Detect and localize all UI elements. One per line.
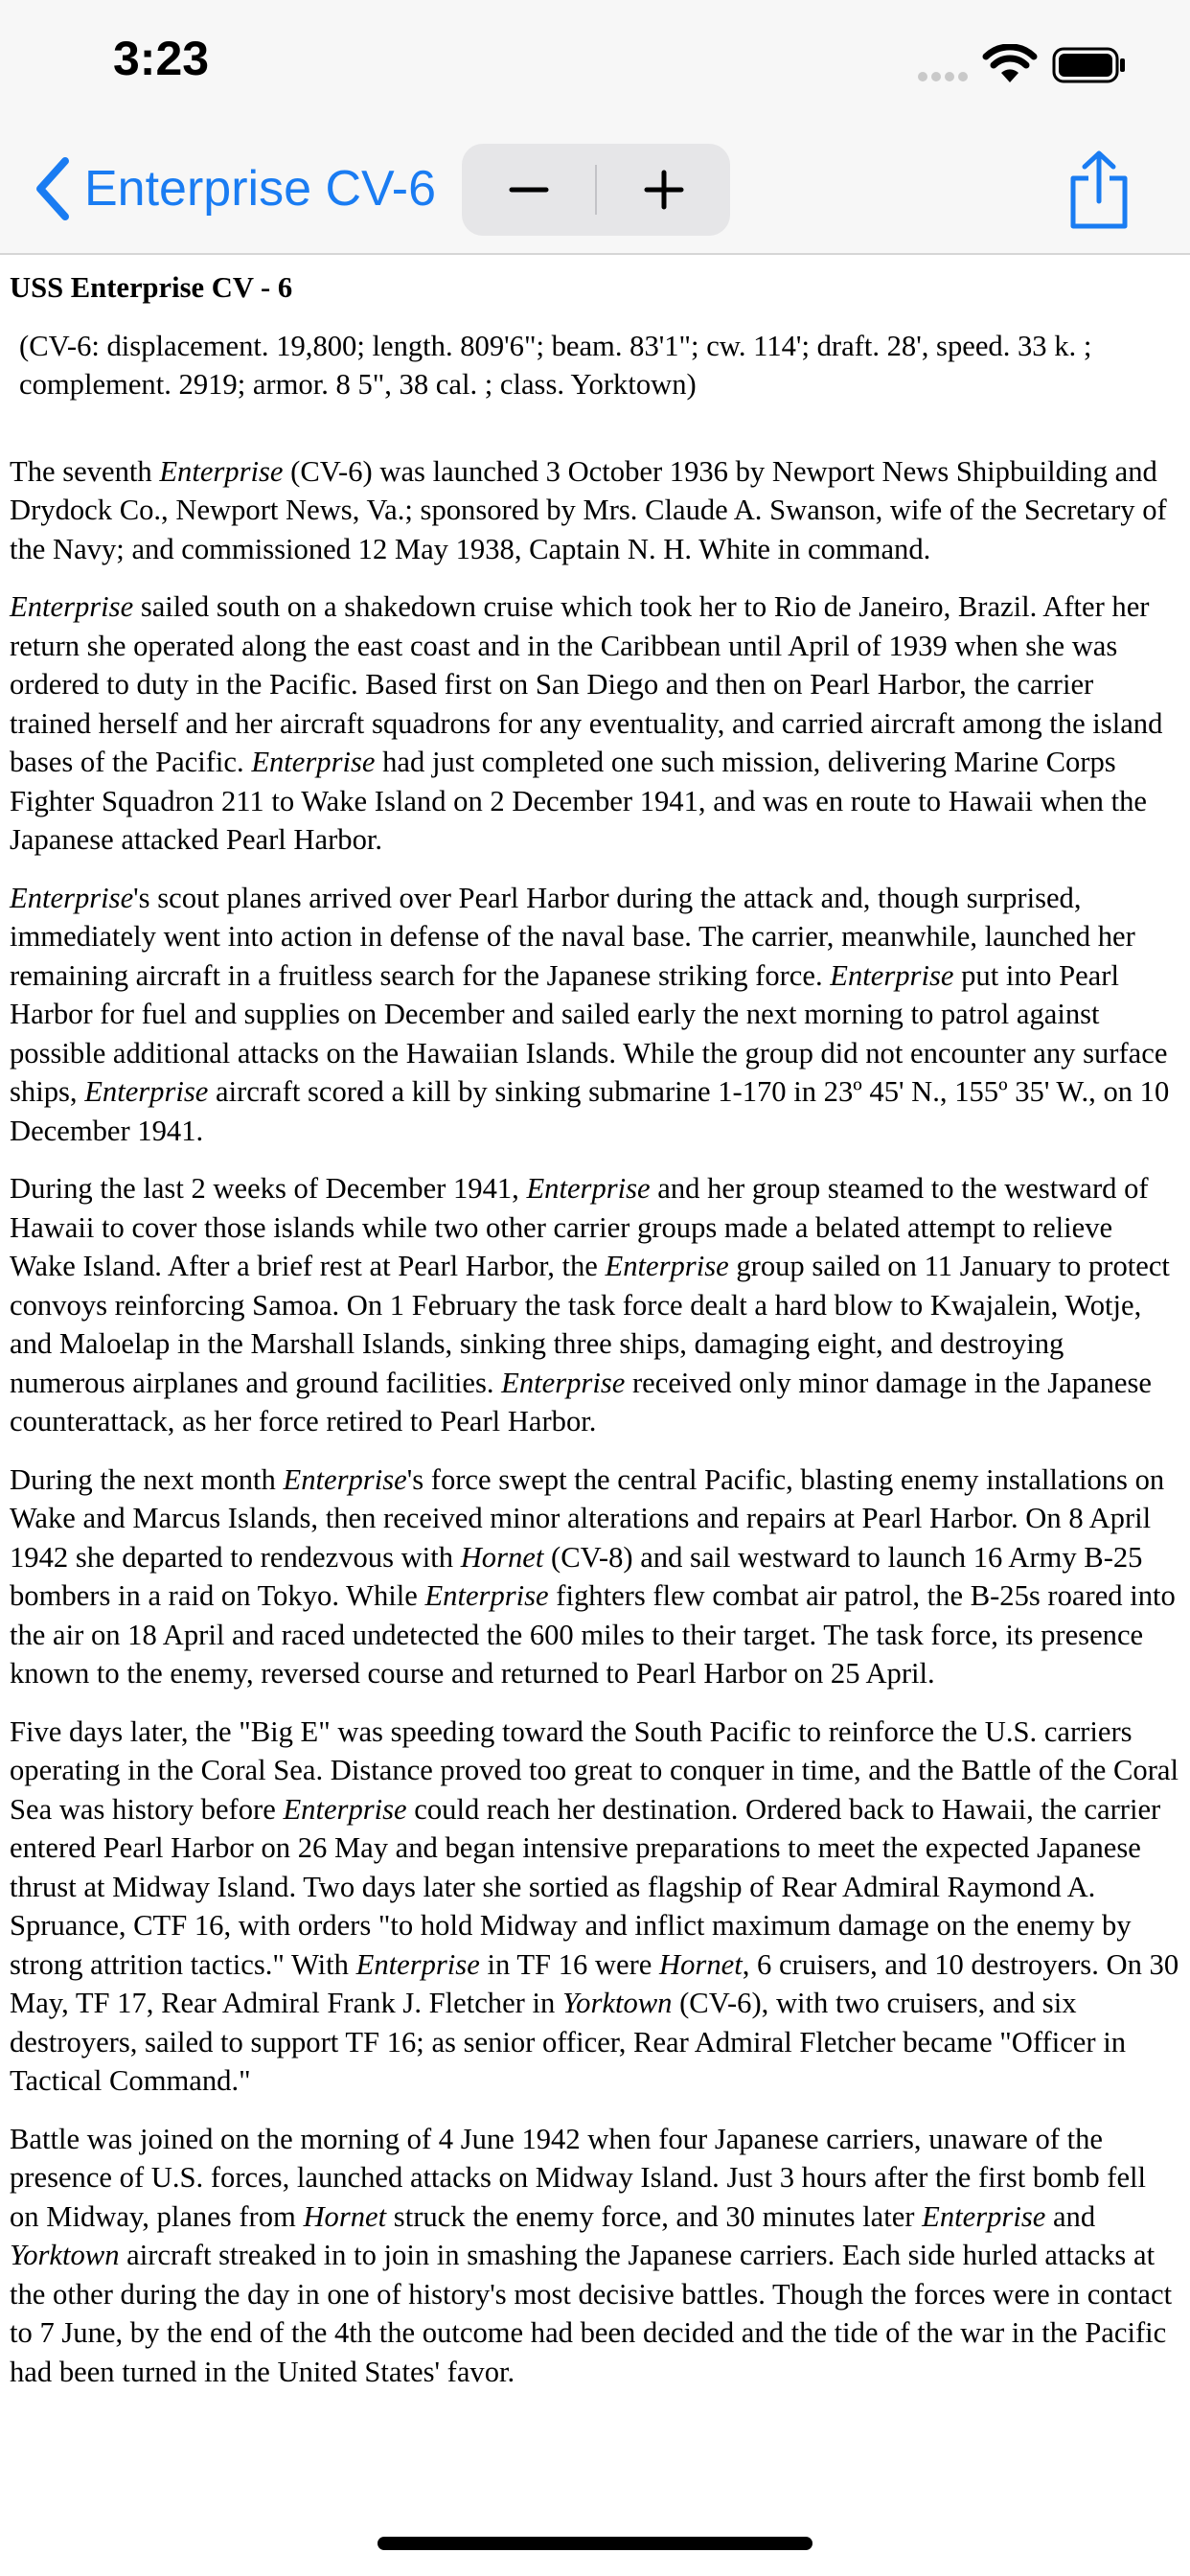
italic-text: Enterprise xyxy=(830,958,954,992)
paragraph-text: and her group steamed to the westward of Hawaii to cover those islands while two other carrier groups made a belated attempt to relieve Wake Island. After a brief rest at Pearl Harbor, the xyxy=(10,1172,1149,1282)
ship-specifications: (CV-6: displacement. 19,800; length. 809'6"; beam. 83'1"; cw. 114'; draft. 28', speed. 33 k. ; complement. 2919; armor. 8 5", 38 cal. ; class. Yorktown) xyxy=(19,329,1092,401)
italic-text: Enterprise xyxy=(501,1366,626,1399)
paragraph-text: and xyxy=(1045,2199,1096,2233)
article-body xyxy=(10,452,1180,2392)
status-time: 3:23 xyxy=(113,32,210,85)
back-button-label: Enterprise CV-6 xyxy=(84,161,437,217)
navigation-bar xyxy=(0,126,1190,255)
paragraph-text: During the next month xyxy=(10,1462,284,1496)
italic-text: Enterprise xyxy=(605,1250,729,1282)
italic-text: Enterprise xyxy=(10,881,134,914)
paragraph-text: (CV-8) and sail westward to launch 16 Army B-25 bombers in a raid on Tokyo. While xyxy=(10,1540,1143,1612)
italic-text: Enterprise xyxy=(159,454,284,488)
paragraph-text: could reach her destination. Ordered back to Hawaii, the carrier entered Pearl Harbor on 26 May and began intensive preparations to meet the expected Japanese thrust at Midway Island. Two days later she sortied as flagship of Rear Admiral Raymond A. Spruance, CTF 16, with orders "to hold Midway and inflict maximum damage on the enemy by strong attrition tactics." With xyxy=(10,1792,1161,1981)
article-paragraph xyxy=(10,879,1180,1151)
chevron-left-icon xyxy=(33,157,71,220)
italic-text: Enterprise xyxy=(922,2199,1046,2233)
paragraph-text: put into Pearl Harbor for fuel and supplies on December and sailed early the next morning to patrol against possible additional attacks on the Hawaiian Islands. While the group did not encounter any surface ships, xyxy=(10,958,1168,1108)
italic-text: Yorktown xyxy=(561,1987,673,2019)
article-paragraph xyxy=(10,587,1180,860)
paragraph-text: had just completed one such mission, delivering Marine Corps Fighter Squadron 211 to Wake Island on 2 December 1941, and was en route to Hawaii when the Japanese attacked Pearl Harbor. xyxy=(10,746,1148,856)
share-icon[interactable] xyxy=(1065,150,1133,230)
italic-text: Hornet xyxy=(460,1540,544,1574)
paragraph-text: fighters flew combat air patrol, the B-25s roared into the air on 18 April and raced undetected the 600 miles to their target. The task force, its presence known to the enemy, reversed course and returned to Pearl Harbor on 25 April. xyxy=(10,1579,1176,1690)
italic-text: Enterprise xyxy=(355,1947,480,1981)
italic-text: Enterprise xyxy=(283,1792,407,1826)
paragraph-text: aircraft streaked in to join in smashing the Japanese carriers. Each side hurled attacks at the other during the day in one of history's most decisive battles. Though the forces were in contact to 7 June, by the end of the 4th the outcome had been decided and the tide of the war in the Pacific had been turned in the United States' favor. xyxy=(10,2239,1173,2388)
italic-text: Enterprise xyxy=(251,746,376,778)
paragraph-text: received only minor damage in the Japanese counterattack, as her force retired to Pearl Harbor. xyxy=(10,1366,1152,1438)
paragraph-text: , 6 cruisers, and 10 destroyers. On 30 May, TF 17, Rear Admiral Frank J. Fletcher in xyxy=(10,1947,1179,2019)
paragraph-text: Five days later, the "Big E" was speeding toward the South Pacific to reinforce the U.S. carriers operating in the Coral Sea. Distance proved too great to conquer in time, and the Battle of the Coral Sea was history before xyxy=(10,1714,1179,1826)
paragraph-text: aircraft scored a kill by sinking submarine 1-170 in 23º 45' N., 155º 35' W., on 10 December 1941. xyxy=(10,1075,1170,1147)
paragraph-text: group sailed on 11 January to protect convoys reinforcing Samoa. On 1 February the task force dealt a hard blow to Kwajalein, Wotje, and Maloelap in the Marshall Islands, sinking three ships, damaging eight, and destroying numerous airplanes and ground facilities. xyxy=(10,1250,1170,1399)
decrease-font-button[interactable] xyxy=(462,144,595,236)
paragraph-text: 's scout planes arrived over Pearl Harbor during the attack and, though surprised, immediately went into action in defense of the naval base. The carrier, meanwhile, launched her remaining aircraft in a fruitless search for the Japanese striking force. xyxy=(10,881,1135,992)
paragraph-text: Battle was joined on the morning of 4 June 1942 when four Japanese carriers, unaware of the presence of U.S. forces, launched attacks on Midway Island. Just 3 hours after the first bomb fell on Midway, planes from xyxy=(10,2122,1147,2233)
home-indicator xyxy=(378,2537,812,2550)
minus-icon xyxy=(508,169,550,211)
paragraph-text: (CV-6), with two cruisers, and six destroyers, sailed to support TF 16; as senior officer, Rear Admiral Fletcher became "Officer in Tactical Command." xyxy=(10,1987,1126,2097)
paragraph-text: 's force swept the central Pacific, blasting enemy installations on Wake and Marcus Islands, then received minor alterations and repairs at Pearl Harbor. On 8 April 1942 she departed to rendezvous with xyxy=(10,1462,1165,1574)
status-bar xyxy=(0,0,1190,126)
font-size-stepper xyxy=(462,144,730,236)
italic-text: Enterprise xyxy=(10,590,134,623)
paragraph-text: sailed south on a shakedown cruise which took her to Rio de Janeiro, Brazil. After her return she operated along the east coast and in the Caribbean until April of 1939 when she was ordered to duty in the Pacific. Based first on San Diego and then on Pearl Harbor, the carrier trained herself and her aircraft squadrons for any eventuality, and carried aircraft among the island bases of the Pacific. xyxy=(10,590,1163,778)
battery-icon xyxy=(1052,46,1127,84)
article-title: USS Enterprise CV - 6 xyxy=(10,271,293,304)
italic-text: Enterprise xyxy=(526,1172,651,1205)
italic-text: Yorktown xyxy=(10,2239,120,2271)
article-paragraph xyxy=(10,1460,1180,1693)
wifi-icon xyxy=(982,44,1038,84)
italic-text: Enterprise xyxy=(84,1075,209,1108)
back-button[interactable] xyxy=(33,155,436,222)
paragraph-text: in TF 16 were xyxy=(479,1947,660,1981)
italic-text: Hornet xyxy=(303,2199,387,2233)
article-paragraph xyxy=(10,2120,1180,2392)
paragraph-text: struck the enemy force, and 30 minutes later xyxy=(386,2199,923,2233)
increase-font-button[interactable] xyxy=(597,144,730,236)
article-content xyxy=(10,268,1180,2410)
article-paragraph xyxy=(10,452,1180,569)
article-paragraph xyxy=(10,1713,1180,2101)
italic-text: Enterprise xyxy=(424,1579,549,1612)
article-paragraph xyxy=(10,1169,1180,1441)
plus-icon xyxy=(643,169,685,211)
italic-text: Enterprise xyxy=(283,1462,407,1496)
paragraph-text: The seventh xyxy=(10,454,160,488)
paragraph-text: (CV-6) was launched 3 October 1936 by Newport News Shipbuilding and Drydock Co., Newport News, Va.; sponsored by Mrs. Claude A. Swanson, wife of the Secretary of the Navy; and commissioned 12 May 1938, Captain N. H. White in command. xyxy=(10,454,1167,565)
italic-text: Hornet xyxy=(659,1947,743,1981)
cellular-signal-icon xyxy=(918,69,972,82)
paragraph-text: During the last 2 weeks of December 1941, xyxy=(10,1172,527,1205)
